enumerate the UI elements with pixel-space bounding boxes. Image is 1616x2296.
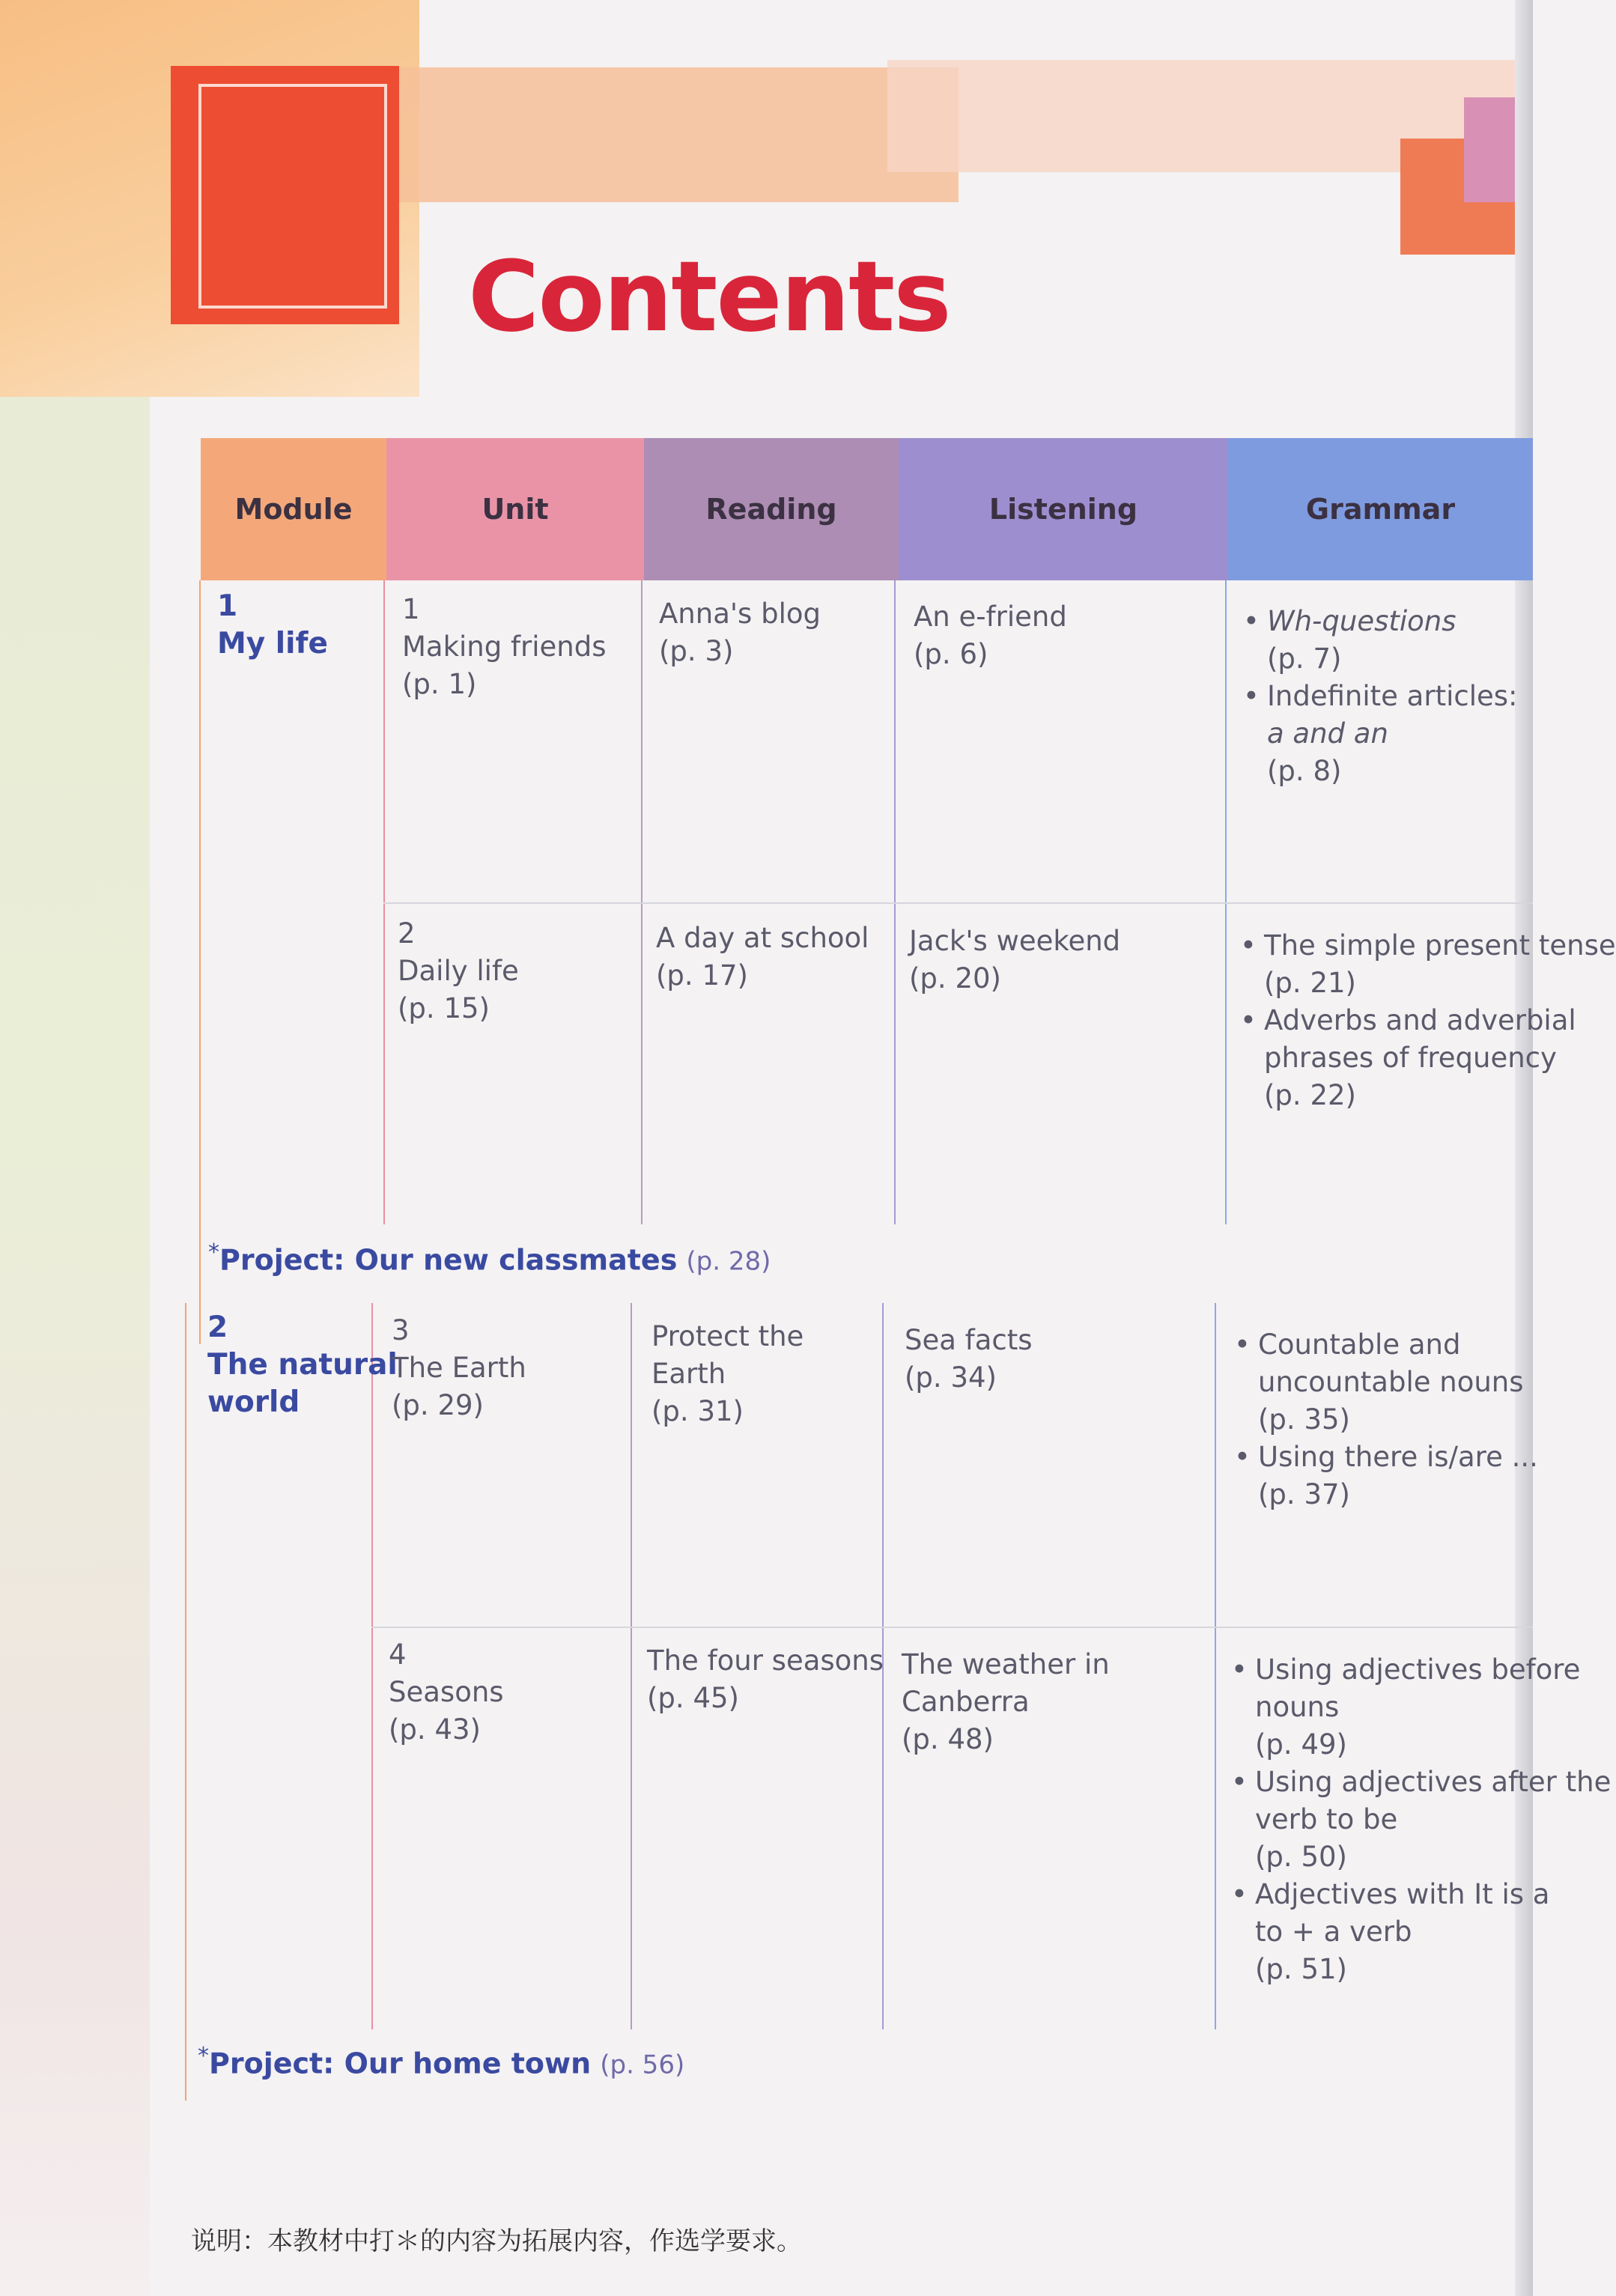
reading-column-line-2: [631, 1303, 632, 2029]
unit-1-reading: [659, 595, 821, 670]
grammar-item: [1228, 1764, 1612, 1876]
grammar-item: [1237, 927, 1616, 1002]
unit-1-listening: [914, 598, 1067, 673]
grammar-page: (p. 22): [1264, 1079, 1356, 1111]
grammar-page: (p. 8): [1267, 755, 1342, 787]
grammar-item: [1237, 1002, 1576, 1114]
grammar-topic: • Using there is/are ...: [1258, 1441, 1538, 1473]
unit-3-listening: [905, 1322, 1033, 1397]
reading-page: (p. 45): [647, 1682, 739, 1714]
unit-3-reading: [651, 1318, 804, 1430]
grammar-topic: • Using adjectives before: [1255, 1653, 1581, 1686]
unit-4-listening: [902, 1646, 1110, 1758]
listening-title: The weather in: [902, 1648, 1110, 1680]
grammar-item: [1228, 1876, 1550, 1988]
module-number: 1: [217, 589, 238, 623]
reading-title: Anna's blog: [659, 598, 821, 630]
unit-2-cell: [398, 915, 519, 1027]
listening-page: (p. 34): [905, 1361, 997, 1394]
listening-title: An e-friend: [914, 601, 1067, 633]
decorative-orange-bar: [352, 67, 959, 202]
module-name-line: world: [207, 1385, 300, 1419]
header-grammar: Grammar: [1228, 438, 1533, 580]
listening-page: (p. 48): [902, 1723, 994, 1755]
unit-number: 1: [402, 593, 420, 625]
module-number: 2: [207, 1311, 228, 1344]
unit-page: (p. 29): [392, 1389, 484, 1421]
grammar-item: [1240, 678, 1533, 790]
unit-4-reading: [647, 1642, 884, 1717]
module-column-line: [199, 580, 201, 1344]
grammar-topic-line: nouns: [1255, 1691, 1340, 1723]
header-unit: Unit: [386, 438, 644, 580]
grammar-topic-line: a and an: [1267, 717, 1388, 750]
grammar-topic: • The simple present tense: [1264, 929, 1616, 962]
unit-4-cell: [389, 1636, 504, 1749]
unit-page: (p. 1): [402, 668, 477, 700]
listening-title: Jack's weekend: [909, 925, 1121, 957]
unit-number: 4: [389, 1639, 407, 1671]
unit-number: 2: [398, 917, 416, 950]
module-name: The natural: [207, 1348, 398, 1382]
unit-2-reading: [656, 920, 869, 994]
unit-2-grammar: [1237, 927, 1616, 1114]
grammar-page: (p. 51): [1255, 1953, 1347, 1985]
reading-title-line: Earth: [651, 1358, 726, 1390]
unit-1-cell: [402, 591, 607, 703]
header-reading: Reading: [644, 438, 899, 580]
unit-2-listening: [909, 923, 1120, 997]
reading-page: (p. 3): [659, 635, 734, 667]
unit-title: Seasons: [389, 1676, 504, 1708]
unit-number: 3: [392, 1314, 410, 1346]
grammar-item: [1231, 1439, 1538, 1513]
grammar-topic-line: uncountable nouns: [1258, 1366, 1524, 1398]
unit-title: The Earth: [392, 1352, 526, 1384]
decorative-square-outline: [198, 84, 387, 309]
optional-star: *: [208, 1239, 219, 1266]
grammar-item: [1228, 1651, 1581, 1764]
reading-title: A day at school: [656, 922, 869, 954]
project-page: (p. 56): [600, 2050, 685, 2080]
reading-page: (p. 17): [656, 959, 748, 991]
grammar-page: (p. 49): [1255, 1728, 1347, 1761]
listening-title-line: Canberra: [902, 1686, 1030, 1718]
unit-separator-2: [371, 1627, 1533, 1628]
grammar-topic: • Countable and: [1258, 1328, 1461, 1361]
project-title: Project: Our home town: [209, 2047, 592, 2080]
grammar-topic: • Using adjectives after the: [1255, 1766, 1612, 1798]
module-2-label: [207, 1309, 398, 1421]
reading-page: (p. 31): [651, 1395, 744, 1427]
unit-title: Making friends: [402, 631, 607, 663]
unit-4-grammar: [1228, 1651, 1612, 1988]
grammar-page: (p. 7): [1267, 643, 1342, 675]
unit-3-grammar: [1231, 1326, 1538, 1513]
grammar-item: [1231, 1326, 1533, 1439]
grammar-item: [1240, 603, 1533, 678]
grammar-topic-line: phrases of frequency: [1264, 1042, 1557, 1074]
unit-1-grammar: [1240, 603, 1533, 790]
project-title: Project: Our new classmates: [219, 1243, 678, 1277]
listening-title: Sea facts: [905, 1324, 1033, 1356]
module-name: My life: [217, 627, 328, 660]
listening-page: (p. 6): [914, 638, 988, 670]
grammar-column-line-2: [1215, 1303, 1216, 2029]
unit-title: Daily life: [398, 955, 519, 987]
project-page: (p. 28): [686, 1246, 771, 1277]
unit-3-cell: [392, 1312, 526, 1424]
module-1-label: [217, 588, 328, 663]
footer-note: 说明：本教材中打＊的内容为拓展内容，作选学要求。: [191, 2226, 802, 2256]
grammar-page: (p. 21): [1264, 967, 1356, 999]
grammar-page: (p. 50): [1255, 1841, 1347, 1873]
decorative-side-band: [0, 397, 150, 2296]
unit-page: (p. 43): [389, 1713, 481, 1746]
project-link-1[interactable]: [208, 1239, 771, 1277]
module-column-line-2: [185, 1303, 186, 2101]
reading-title: The four seasons: [647, 1644, 884, 1677]
header-listening: Listening: [899, 438, 1228, 580]
grammar-topic: • Indefinite articles:: [1267, 680, 1518, 712]
unit-page: (p. 15): [398, 992, 490, 1024]
grammar-topic-line: verb to be: [1255, 1803, 1398, 1835]
listening-page: (p. 20): [909, 962, 1001, 994]
grammar-topic: • Wh-questions: [1267, 605, 1456, 637]
optional-star: *: [198, 2043, 209, 2069]
project-link-2[interactable]: [198, 2043, 684, 2080]
unit-separator: [383, 902, 1533, 904]
grammar-page: (p. 37): [1258, 1478, 1350, 1510]
reading-title: Protect the: [651, 1320, 804, 1352]
grammar-topic-line: to + a verb: [1255, 1916, 1412, 1948]
grammar-topic: • Adverbs and adverbial: [1264, 1004, 1576, 1036]
grammar-topic: • Adjectives with It is a: [1255, 1878, 1550, 1910]
page-title: Contents: [468, 240, 950, 353]
header-module: Module: [201, 438, 386, 580]
grammar-page: (p. 35): [1258, 1403, 1350, 1436]
